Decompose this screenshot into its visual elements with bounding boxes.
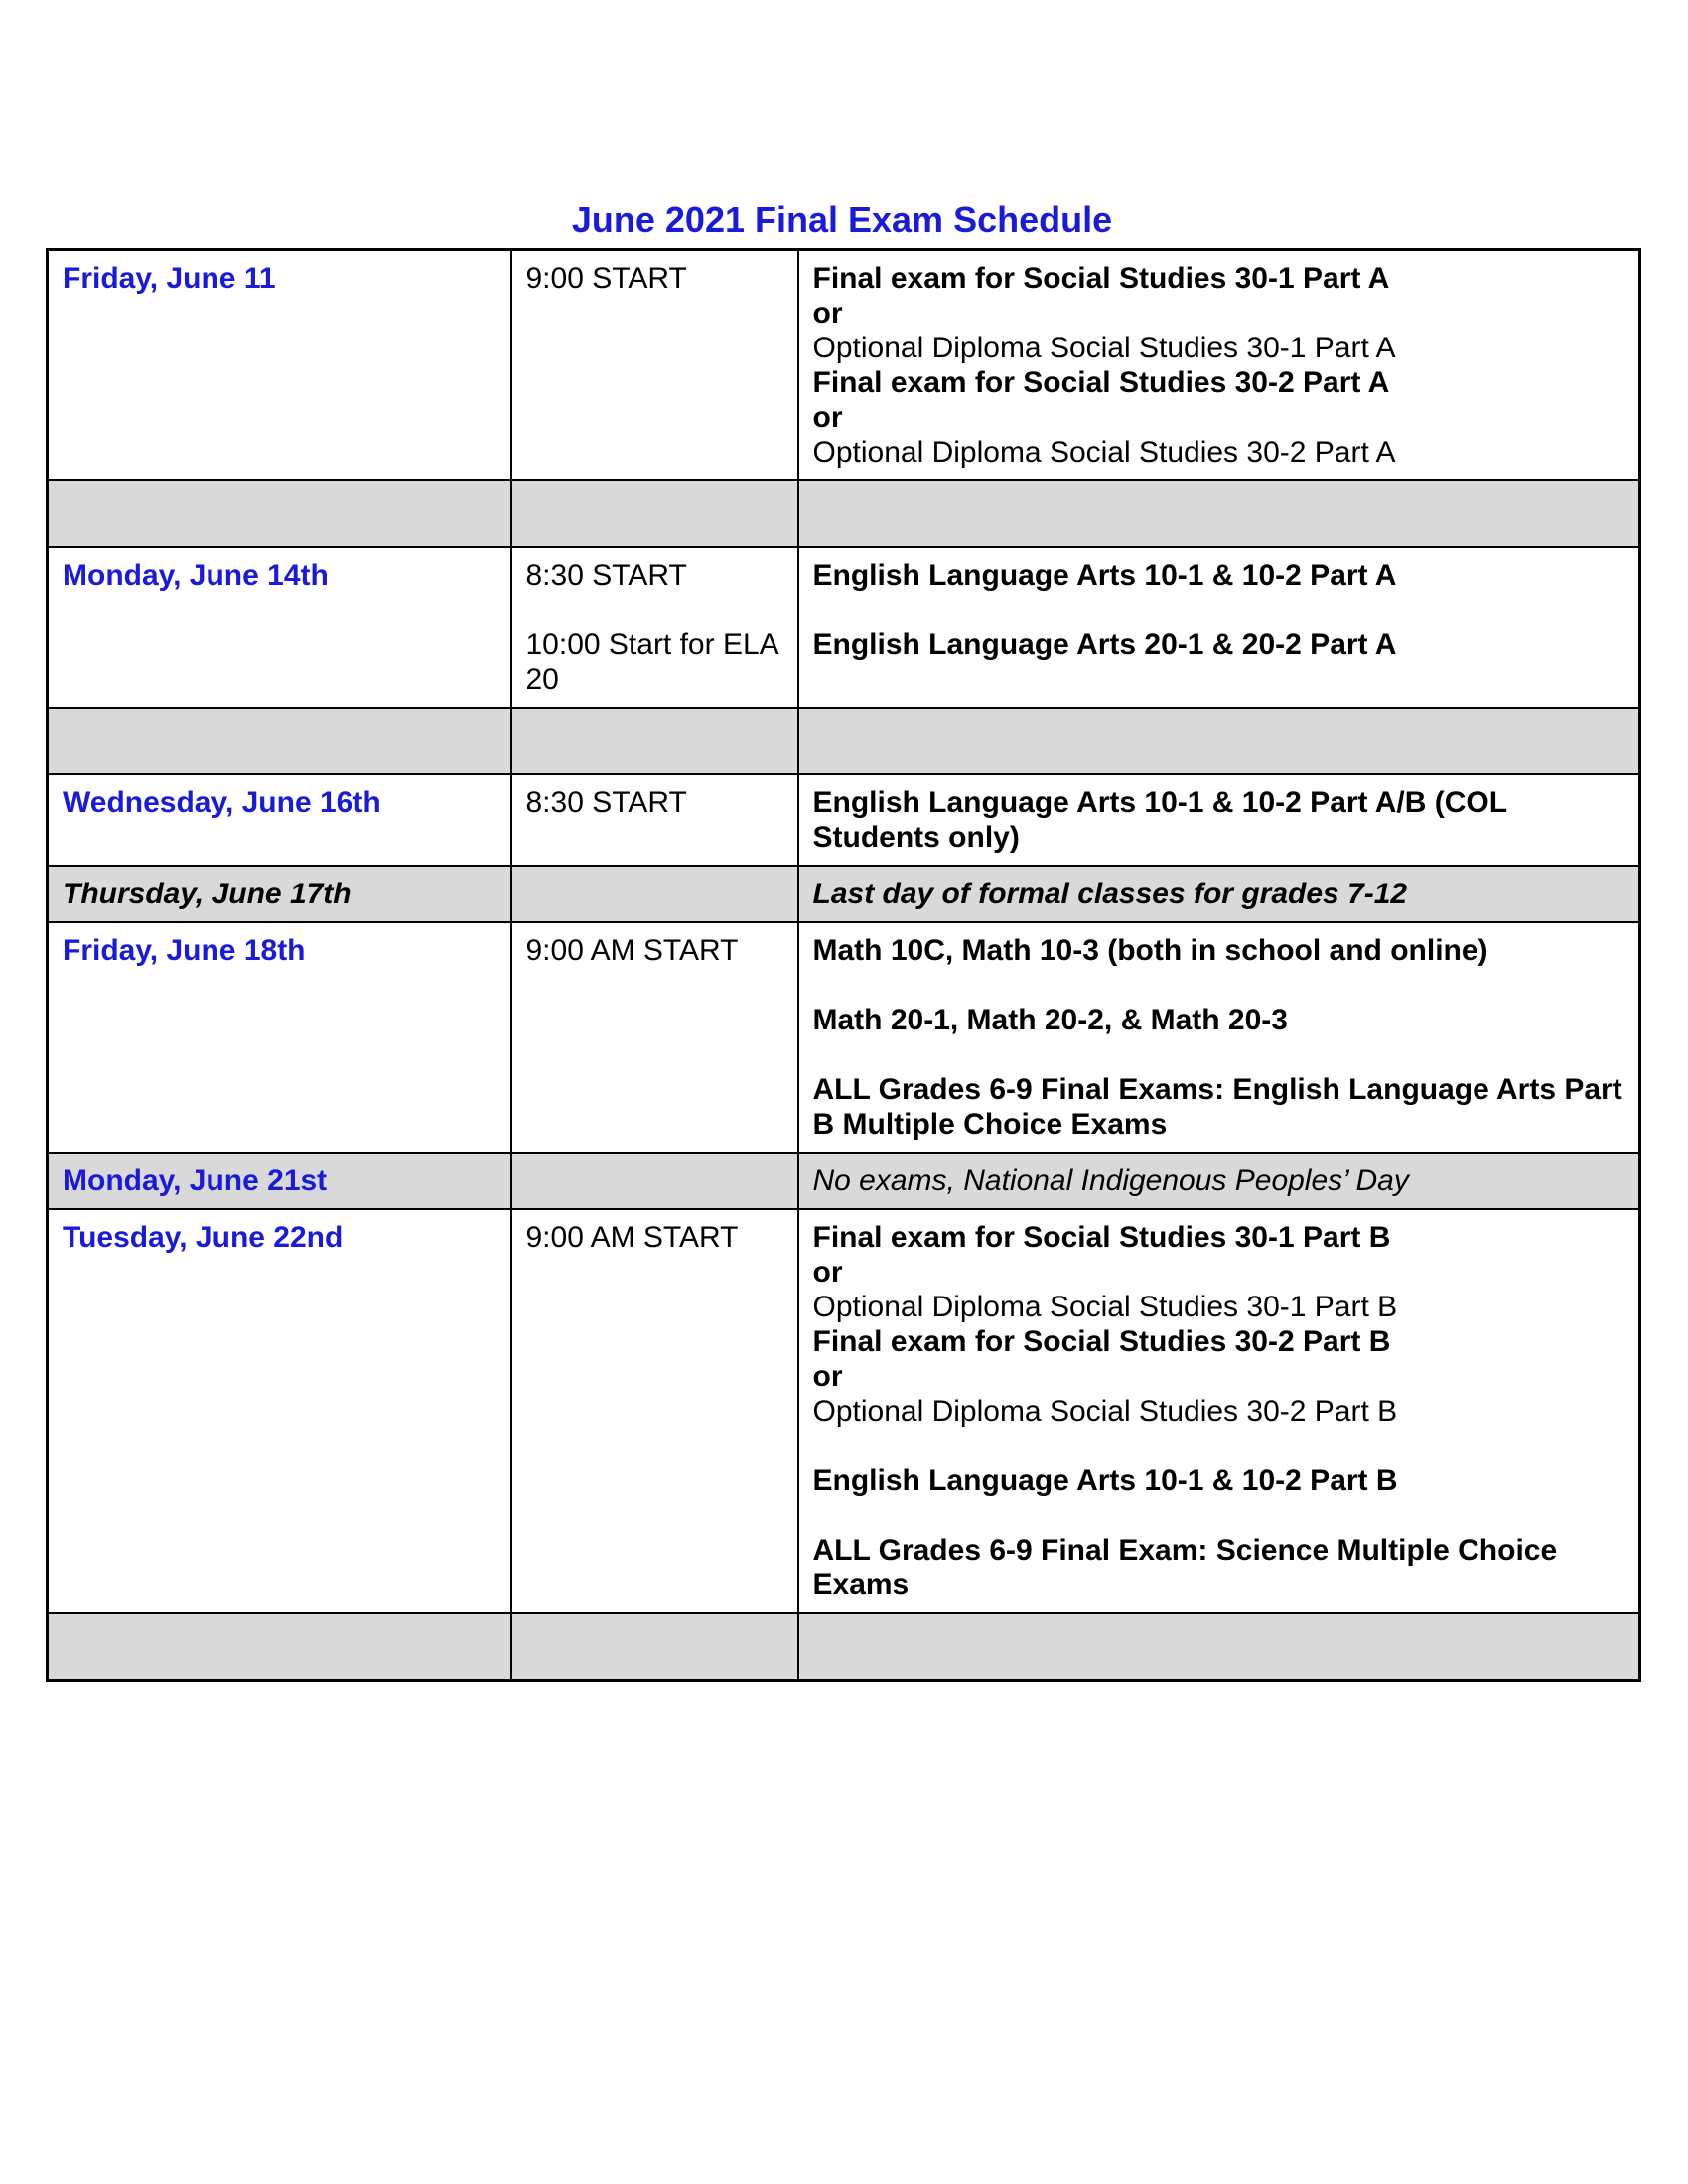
- detail-cell: [798, 774, 1640, 866]
- exam-line: Optional Diploma Social Studies 30-1 Part B: [812, 1291, 1398, 1323]
- date-label: Monday, June 21st: [63, 1164, 328, 1197]
- blank-cell: [511, 1613, 798, 1681]
- exam-schedule-table: [46, 248, 1641, 1682]
- date-cell: [48, 547, 511, 708]
- exam-line: Final exam for Social Studies 30-1 Part A: [812, 262, 1390, 295]
- time-cell: [511, 547, 798, 708]
- date-cell: [48, 250, 511, 481]
- exam-line: Final exam for Social Studies 30-2 Part A: [812, 366, 1390, 399]
- exam-line: Optional Diploma Social Studies 30-1 Part A: [812, 332, 1396, 364]
- note-line: Last day of formal classes for grades 7-12: [812, 878, 1408, 910]
- exam-line: or: [812, 297, 843, 330]
- time-cell: [511, 922, 798, 1153]
- date-label: Monday, June 14th: [63, 559, 329, 592]
- detail-cell: [798, 547, 1640, 708]
- date-label: Friday, June 18th: [63, 934, 306, 967]
- exam-line: or: [812, 1256, 843, 1289]
- time-cell: [511, 1209, 798, 1613]
- date-label: Wednesday, June 16th: [63, 786, 381, 819]
- exam-line: or: [812, 1360, 843, 1393]
- start-time: 10:00 Start for ELA 20: [525, 628, 777, 696]
- blank-cell: [511, 708, 798, 774]
- exam-line: Final exam for Social Studies 30-2 Part B: [812, 1325, 1391, 1358]
- exam-line: or: [812, 401, 843, 434]
- exam-line: English Language Arts 10-1 & 10-2 Part A/B (COL Students only): [812, 786, 1507, 854]
- date-cell: [48, 774, 511, 866]
- date-cell: [48, 922, 511, 1153]
- time-cell: [511, 250, 798, 481]
- time-cell: [511, 774, 798, 866]
- note-line: No exams, National Indigenous Peoples’ Day: [812, 1164, 1409, 1197]
- start-time: 8:30 START: [525, 786, 687, 819]
- detail-cell: [798, 250, 1640, 481]
- date-label: Thursday, June 17th: [63, 878, 352, 910]
- blank-cell: [48, 480, 511, 547]
- exam-line: Optional Diploma Social Studies 30-2 Part B: [812, 1395, 1398, 1428]
- start-time: 9:00 AM START: [525, 934, 739, 967]
- blank-cell: [798, 708, 1640, 774]
- exam-line: English Language Arts 10-1 & 10-2 Part A: [812, 559, 1397, 592]
- exam-line: English Language Arts 10-1 & 10-2 Part B: [812, 1464, 1398, 1497]
- detail-cell: [798, 1153, 1640, 1209]
- blank-row: [48, 708, 1640, 774]
- blank-row: [48, 1613, 1640, 1681]
- exam-line: Optional Diploma Social Studies 30-2 Part A: [812, 436, 1396, 469]
- table-row: [48, 1209, 1640, 1613]
- exam-line: Math 10C, Math 10-3 (both in school and online): [812, 934, 1488, 967]
- detail-cell: [798, 866, 1640, 922]
- date-cell: [48, 1209, 511, 1613]
- exam-line: English Language Arts 20-1 & 20-2 Part A: [812, 628, 1397, 661]
- date-label: Friday, June 11: [63, 262, 276, 295]
- time-cell: [511, 866, 798, 922]
- table-row: [48, 1153, 1640, 1209]
- page-title: June 2021 Final Exam Schedule: [571, 200, 1113, 240]
- table-row: [48, 250, 1640, 481]
- exam-line: ALL Grades 6-9 Final Exam: Science Multiple Choice Exams: [812, 1534, 1558, 1601]
- exam-line: ALL Grades 6-9 Final Exams: English Language Arts Part B Multiple Choice Exams: [812, 1073, 1622, 1141]
- detail-cell: [798, 1209, 1640, 1613]
- table-row: [48, 922, 1640, 1153]
- date-cell: [48, 1153, 511, 1209]
- table-row: [48, 547, 1640, 708]
- date-label: Tuesday, June 22nd: [63, 1221, 344, 1254]
- start-time: 9:00 AM START: [525, 1221, 739, 1254]
- start-time: 9:00 START: [525, 262, 687, 295]
- time-cell: [511, 1153, 798, 1209]
- date-cell: [48, 866, 511, 922]
- table-row: [48, 774, 1640, 866]
- blank-row: [48, 480, 1640, 547]
- blank-cell: [48, 1613, 511, 1681]
- blank-cell: [798, 480, 1640, 547]
- table-row: [48, 866, 1640, 922]
- blank-cell: [48, 708, 511, 774]
- blank-cell: [798, 1613, 1640, 1681]
- start-time: 8:30 START: [525, 559, 687, 592]
- exam-line: Math 20-1, Math 20-2, & Math 20-3: [812, 1004, 1288, 1036]
- blank-cell: [511, 480, 798, 547]
- exam-line: Final exam for Social Studies 30-1 Part B: [812, 1221, 1391, 1254]
- detail-cell: [798, 922, 1640, 1153]
